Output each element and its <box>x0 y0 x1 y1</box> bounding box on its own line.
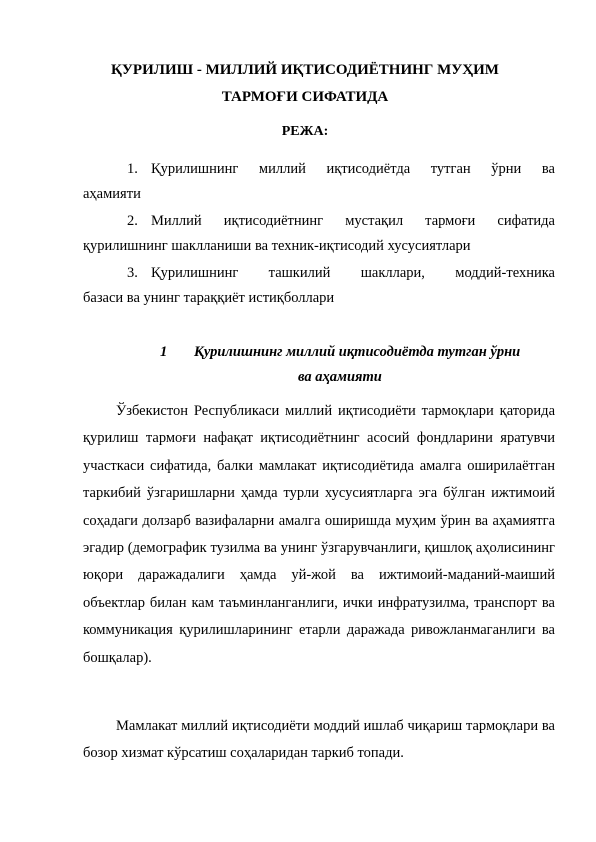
plan-item-number: 3. <box>127 265 138 281</box>
section-number: 1 <box>160 344 168 360</box>
document-title <box>70 60 540 107</box>
document-title-line-2: ТАРМОҒИ СИФАТИДА <box>221 89 389 105</box>
plan-label: РЕЖА: <box>281 124 329 139</box>
plan-item-text: Қурилишнинг миллий иқтисодиётда тутган ўрни ва <box>151 161 555 177</box>
plan-item-3 <box>83 261 555 311</box>
section-title-line-2: ва аҳамияти <box>298 369 382 385</box>
plan-item-continuation: қурилишнинг шаклланиши ва техник-иқтисодий хусусиятлари <box>83 238 471 254</box>
plan-item-2 <box>83 209 555 259</box>
section-title-line-1: Қурилишнинг миллий иқтисодиётда тутган ўрни <box>194 344 521 360</box>
plan-item-text: Қурилишнинг ташкилий шакллари, моддий-техника <box>151 265 555 281</box>
plan-item-number: 2. <box>127 213 138 229</box>
plan-item-number: 1. <box>127 161 138 177</box>
body-paragraph-2: Мамлакат миллий иқтисодиёти моддий ишлаб чиқариш тармоқлари ва бозор хизмат кўрсатиш соҳаларидан таркиб топади. <box>83 718 555 762</box>
plan-item-continuation: базаси ва унинг тараққиёт истиқболлари <box>83 290 335 306</box>
plan-item-continuation: аҳамияти <box>83 186 141 202</box>
body-paragraph-1: Ўзбекистон Республикаси миллий иқтисодиёти тармоқлари қаторида қурилиш тармоғи нафақат иқтисодиётнинг асосий фондларини яратувчи участкаси сифатида, балки мамлакат иқтисодиётида амалга оширилаётган таркибий ўзгаришларни ҳамда турли хусусиятларга эга бўлган ижтимоий соҳадаги долзарб вазифаларни амалга оширишда муҳим ўрин ва аҳамиятга эгадир (демографик тузилма ва унинг ўзгарувчанлиги, қишлоқ аҳолисининг юқори даражадалиги ҳамда уй-жой ва ижтимоий-маданий-маиший объектлар билан кам таъминланганлиги, ички инфратузилма, транспорт ва коммуникация қурилишларининг етарли даражада ривожланмаганлиги ва бошқалар). <box>83 403 555 666</box>
plan-item-1 <box>83 157 555 207</box>
section-heading <box>70 340 570 390</box>
document-title-line-1: ҚУРИЛИШ - МИЛЛИЙ ИҚТИСОДИЁТНИНГ МУҲИМ <box>111 62 499 78</box>
plan-item-text: Миллий иқтисодиётнинг мустақил тармоғи сифатида <box>151 213 555 229</box>
